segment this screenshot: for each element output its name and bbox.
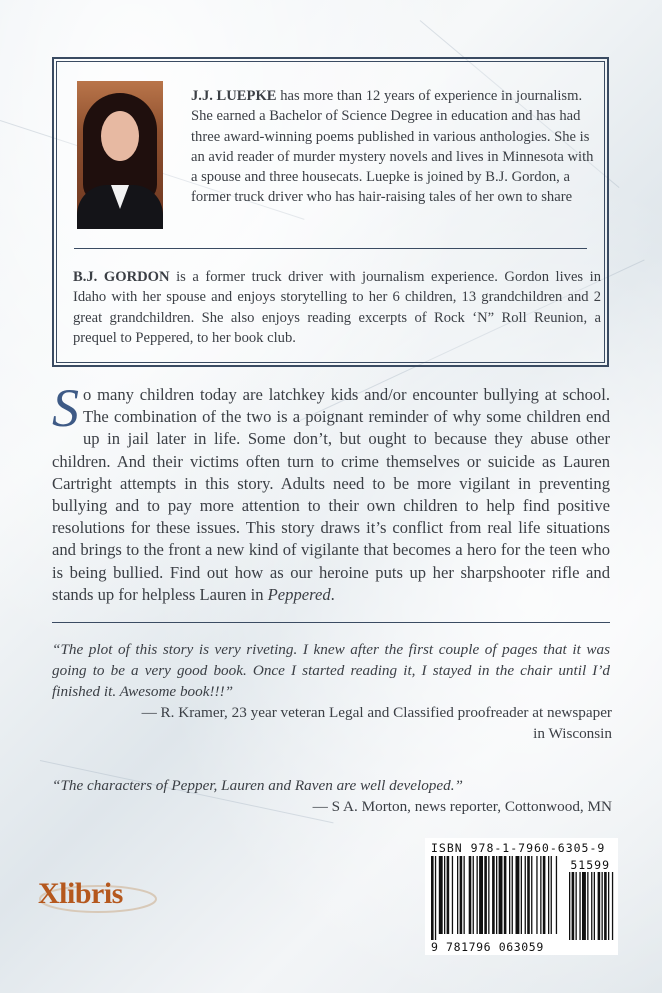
- bio-gordon-name: B.J. GORDON: [73, 269, 170, 285]
- author-photo: [77, 81, 163, 229]
- isbn-barcode: [425, 838, 618, 955]
- bio-luepke: [191, 86, 597, 208]
- synopsis-book-title: Peppered: [267, 584, 331, 604]
- bio-luepke-name: J.J. LUEPKE: [191, 88, 277, 104]
- bio-luepke-text: has more than 12 years of experience in journalism. She earned a Bachelor of Science Degree in education and has had three award-winning poems published in various anthologies. She is an avid reader of murder mystery novels and lives in Minnesota with a spouse and three housecats. Luepke is joined by B.J. Gordon, a former truck driver who has hair-raising tales of her own to share: [191, 88, 594, 206]
- publisher-name: Xlibris: [38, 877, 123, 910]
- author-bio-box: [52, 57, 609, 367]
- review-attribution-2: — S A. Morton, news reporter, Cottonwood, MN: [312, 798, 612, 815]
- publisher-logo: [38, 877, 162, 915]
- review-quote-2: “The characters of Pepper, Lauren and Raven are well developed.”: [52, 777, 463, 794]
- review-quote-1: “The plot of this story is very riveting. I knew after the first couple of pages that it was going to be a very good book. Once I started reading it, I stayed in the chair until I’d finished it. Awesome book!!!”: [52, 641, 610, 700]
- bio-gordon-text: is a former truck driver with journalism experience. Gordon lives in Idaho with her spouse and enjoys storytelling to her 6 children, 13 grandchildren and 2 great grandchildren. She also enjoys reading excerpts of Rock ‘N” Roll Reunion, a prequel to Peppered, to her book club.: [73, 269, 601, 346]
- barcode-addon: 51599: [570, 858, 610, 872]
- synopsis-text: o many children today are latchkey kids and/or encounter bullying at school. The combination of the two is a poignant reminder of why some children end up in jail later in life. Some don’t, but ought to because they abuse other children. And their victims often turn to crime themselves or suicide as Lauren Cartright attempts in this story. Adults need to be more vigilant in preventing bullying and to pay more attention to their own children to help find positive resolutions for these issues. This story draws it’s conflict from real life situations and brings to the front a new kind of vigilante that becomes a hero for the teen who is being bullied. Find out how as our heroine puts up her sharpshooter rifle and stands up for helpless Lauren in: [52, 385, 610, 604]
- isbn-number: ISBN 978-1-7960-6305-9: [431, 841, 606, 855]
- bio-divider: [74, 248, 587, 249]
- bio-gordon: [73, 267, 601, 348]
- section-divider: [52, 622, 610, 623]
- barcode-digits: 9 781796 063059: [431, 940, 544, 954]
- synopsis: [52, 378, 610, 606]
- synopsis-dropcap: S: [52, 378, 79, 438]
- synopsis-end: .: [330, 584, 335, 604]
- review-attribution-1: — R. Kramer, 23 year veteran Legal and Classified proofreader at newspaper in Wisconsin: [141, 704, 612, 742]
- bio-box-inner-frame: [56, 61, 605, 363]
